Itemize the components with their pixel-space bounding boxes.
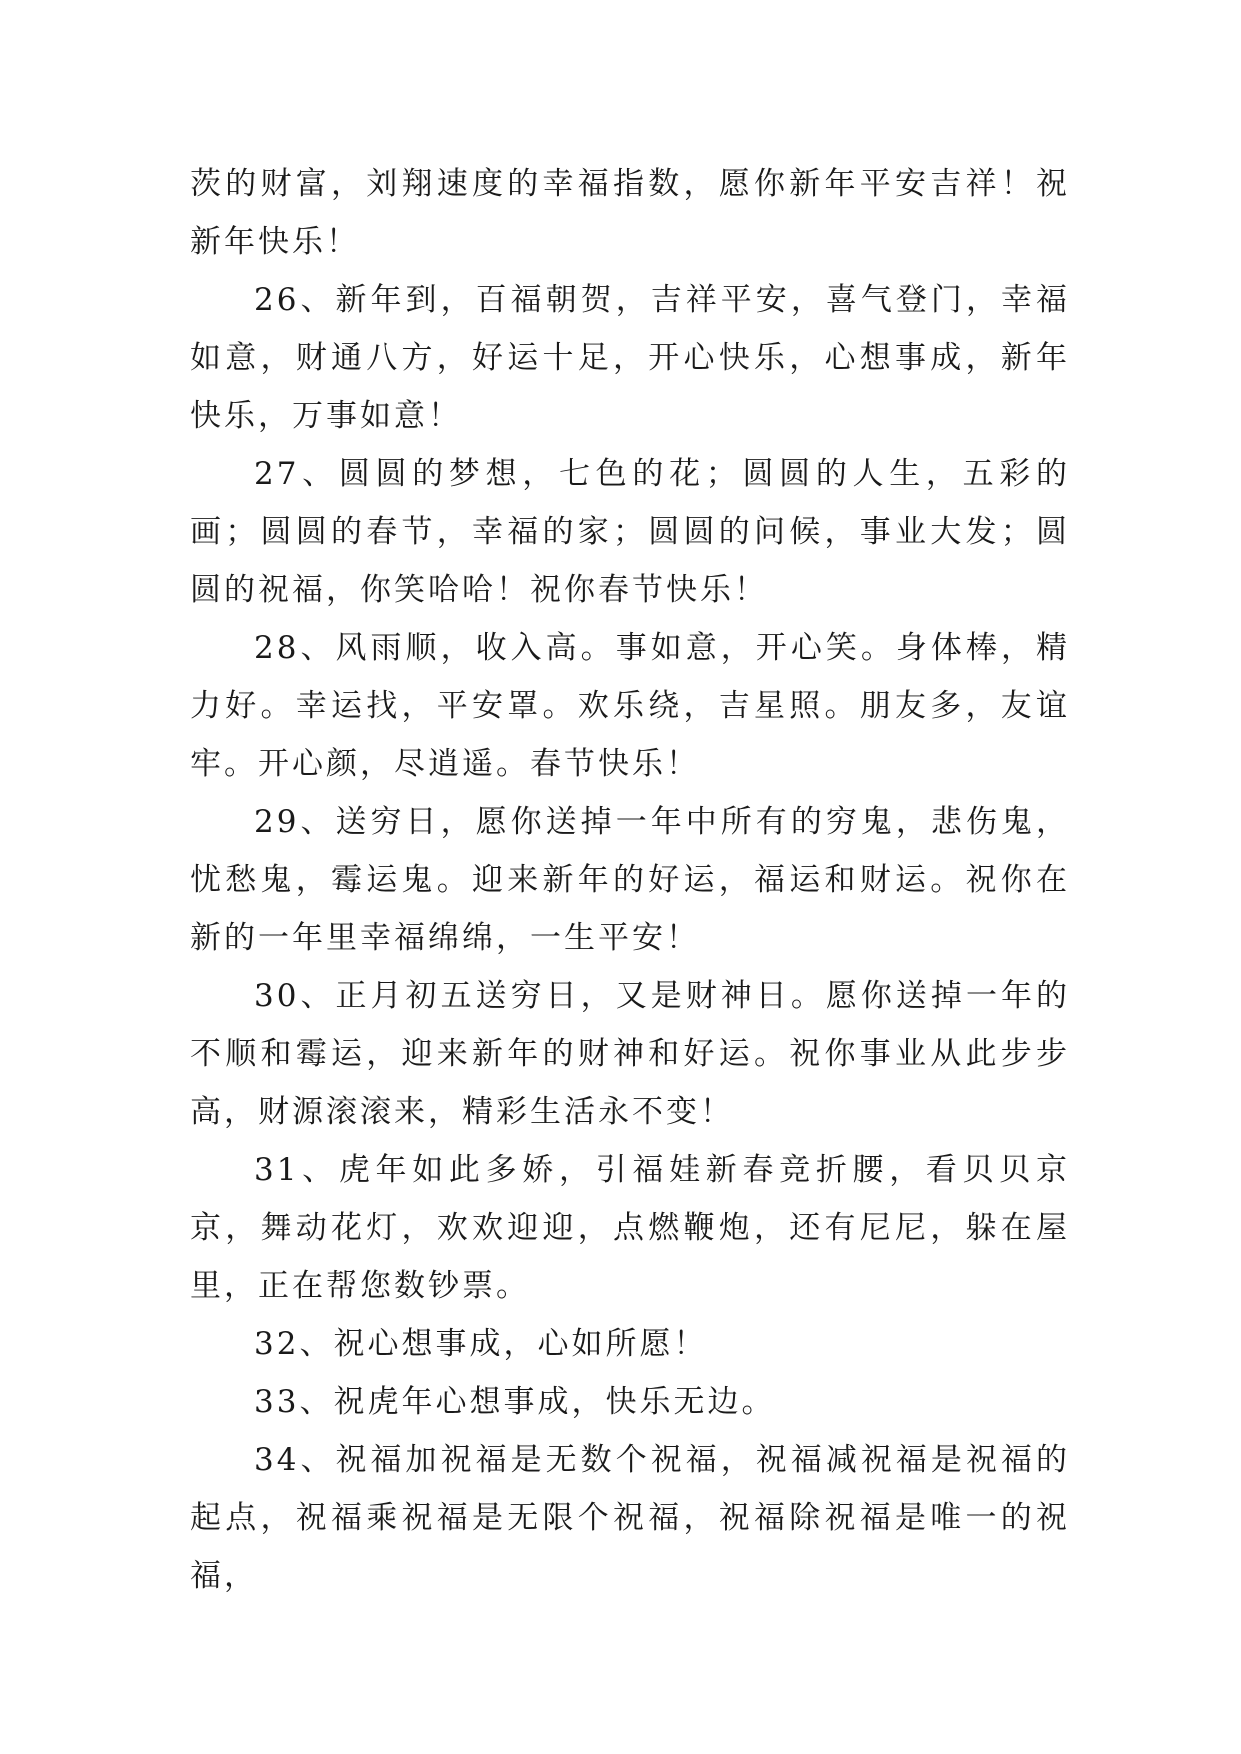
- paragraph-continuation: 茨的财富，刘翔速度的幸福指数，愿你新年平安吉祥！祝新年快乐！: [190, 166, 1070, 260]
- paragraph-30: 30、正月初五送穷日，又是财神日。愿你送掉一年的不顺和霉运，迎来新年的财神和好运。祝你事业从此步步高，财源滚滚来，精彩生活永不变！: [190, 978, 1070, 1130]
- document-body: [190, 155, 1070, 1605]
- paragraph-26: 26、新年到，百福朝贺，吉祥平安，喜气登门，幸福如意，财通八方，好运十足，开心快乐，心想事成，新年快乐，万事如意！: [190, 282, 1070, 434]
- paragraph-31: 31、虎年如此多娇，引福娃新春竞折腰，看贝贝京京，舞动花灯，欢欢迎迎，点燃鞭炮，还有尼尼，躲在屋里，正在帮您数钞票。: [190, 1152, 1070, 1304]
- paragraph-33: 33、祝虎年心想事成，快乐无边。: [254, 1384, 776, 1420]
- paragraph-29: 29、送穷日，愿你送掉一年中所有的穷鬼，悲伤鬼，忧愁鬼，霉运鬼。迎来新年的好运，福运和财运。祝你在新的一年里幸福绵绵，一生平安！: [190, 804, 1070, 956]
- paragraph-27: 27、圆圆的梦想，七色的花；圆圆的人生，五彩的画；圆圆的春节，幸福的家；圆圆的问候，事业大发；圆圆的祝福，你笑哈哈！祝你春节快乐！: [190, 456, 1070, 608]
- paragraph-34: 34、祝福加祝福是无数个祝福，祝福减祝福是祝福的起点，祝福乘祝福是无限个祝福，祝福除祝福是唯一的祝福，: [190, 1442, 1070, 1594]
- paragraph-32: 32、祝心想事成，心如所愿！: [254, 1326, 708, 1362]
- paragraph-28: 28、风雨顺，收入高。事如意，开心笑。身体棒，精力好。幸运找，平安罩。欢乐绕，吉星照。朋友多，友谊牢。开心颜，尽逍遥。春节快乐！: [190, 630, 1070, 782]
